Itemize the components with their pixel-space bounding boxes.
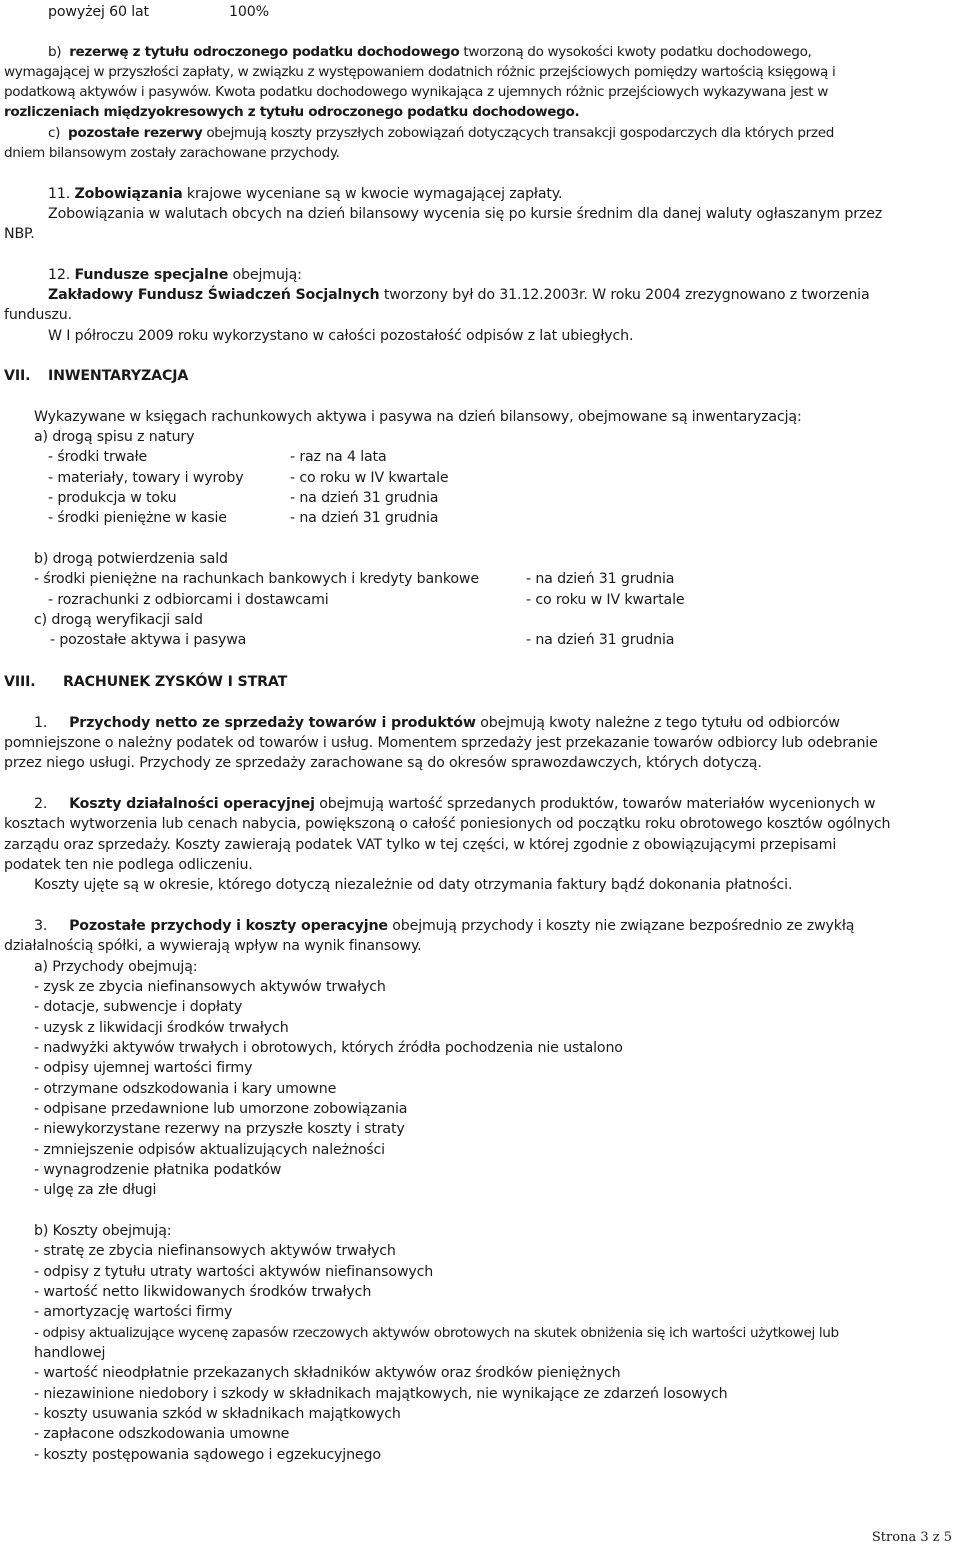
income-item: - dotacje, subwencje i dopłaty <box>34 999 243 1015</box>
income-item: - zmniejszenie odpisów aktualizujących należności <box>34 1142 385 1158</box>
section7-a-title: a) drogą spisu z natury <box>34 429 195 445</box>
income-item: - nadwyżki aktywów trwałych i obrotowych, których źródła pochodzenia nie ustalono <box>34 1040 623 1056</box>
costs-item: - amortyzację wartości firmy <box>34 1304 233 1320</box>
revenue-text: obejmują kwoty należne z tego tytułu od odbiorców <box>475 715 840 731</box>
item12-line2 <box>48 286 870 305</box>
opcosts-line1 <box>34 795 875 814</box>
section7-number: VII. <box>4 368 31 384</box>
reserve-c-title: pozostałe rezerwy <box>68 125 203 141</box>
item12-fund-name: Zakładowy Fundusz Świadczeń Socjalnych <box>48 287 380 303</box>
costs-item: - koszty postępowania sądowego i egzekucyjnego <box>34 1447 381 1463</box>
costs-item: - zapłacone odszkodowania umowne <box>34 1426 290 1442</box>
opcosts-line5: Koszty ujęte są w okresie, którego dotyczą niezależnie od daty otrzymania faktury bądź dokonania płatności. <box>34 877 793 893</box>
inventory-a-right: - na dzień 31 grudnia <box>290 490 439 506</box>
income-item: - zysk ze zbycia niefinansowych aktywów trwałych <box>34 979 386 995</box>
reserve-c-line1 <box>48 124 834 143</box>
inventory-a-right: - co roku w IV kwartale <box>290 470 449 486</box>
section7-title: INWENTARYZACJA <box>48 368 189 384</box>
costs-item: - odpisy aktualizujące wycenę zapasów rzeczowych aktywów obrotowych na skutek obniżenia się ich wartości użytkowej lub <box>34 1325 839 1341</box>
inventory-b-right: - co roku w IV kwartale <box>526 592 685 608</box>
item12-line1 <box>48 266 302 285</box>
item12-line4: W I półroczu 2009 roku wykorzystano w całości pozostałość odpisów z lat ubiegłych. <box>48 328 634 344</box>
item12-title: Fundusze specjalne <box>74 267 229 283</box>
opcosts-title: Koszty działalności operacyjnej <box>69 796 315 812</box>
reserve-c-text: obejmują koszty przyszłych zobowiązań dotyczących transakcji gospodarczych dla których przed <box>202 125 835 141</box>
age-group-label: powyżej 60 lat <box>48 4 149 20</box>
opcosts-line3: zarządu oraz sprzedaży. Koszty zawierają podatek VAT tylko w tej części, w której zgodnie z obowiązującymi przepisami <box>4 837 837 853</box>
income-title: a) Przychody obejmują: <box>34 959 198 975</box>
other-text: obejmują przychody i koszty nie związane bezpośrednio ze zwykłą <box>387 918 855 934</box>
reserve-c-line2: dniem bilansowym zostały zarachowane przychody. <box>4 145 340 161</box>
income-item: - ulgę za złe długi <box>34 1182 157 1198</box>
opcosts-text: obejmują wartość sprzedanych produktów, towarów materiałów wycenionych w <box>314 796 876 812</box>
item11-line3: NBP. <box>4 226 35 242</box>
item12-fund-text: tworzony był do 31.12.2003r. W roku 2004 zrezygnowano z tworzenia <box>379 287 870 303</box>
reserve-c-prefix: c) <box>48 125 61 141</box>
revenue-line2: pomniejszone o należny podatek od towarów i usług. Momentem sprzedaży jest przekazanie towarów odbiorcy lub odebranie <box>4 735 878 751</box>
age-group-value: 100% <box>229 4 269 20</box>
costs-item: - stratę ze zbycia niefinansowych aktywów trwałych <box>34 1243 396 1259</box>
reserve-b-line4: rozliczeniach międzyokresowych z tytułu odroczonego podatku dochodowego. <box>4 104 580 120</box>
reserve-b-text: tworzoną do wysokości kwoty podatku dochodowego, <box>459 44 812 60</box>
reserve-b-prefix: b) <box>48 44 62 60</box>
costs-item: - koszty usuwania szkód w składnikach majątkowych <box>34 1406 401 1422</box>
other-title: Pozostałe przychody i koszty operacyjne <box>69 918 388 934</box>
income-item: - uzysk z likwidacji środków trwałych <box>34 1020 289 1036</box>
costs-item: - niezawinione niedobory i szkody w składnikach majątkowych, nie wynikające ze zdarzeń losowych <box>34 1386 728 1402</box>
item12-number: 12. <box>48 267 71 283</box>
section7-intro: Wykazywane w księgach rachunkowych aktywa i pasywa na dzień bilansowy, obejmowane są inwentaryzacją: <box>34 409 802 425</box>
inventory-a-right: - na dzień 31 grudnia <box>290 510 439 526</box>
opcosts-number: 2. <box>34 796 48 812</box>
inventory-b-right: - na dzień 31 grudnia <box>526 571 675 587</box>
inventory-c-left: - pozostałe aktywa i pasywa <box>50 632 247 648</box>
reserve-b-line2: wymagającej w przyszłości zapłaty, w związku z występowaniem dodatnich różnic przejściowych pomiędzy wartością księgową i <box>4 64 836 80</box>
item12-line3: funduszu. <box>4 307 72 323</box>
costs-item: handlowej <box>34 1345 106 1361</box>
costs-title: b) Koszty obejmują: <box>34 1223 172 1239</box>
inventory-a-left: - środki trwałe <box>48 449 148 465</box>
inventory-a-left: - materiały, towary i wyroby <box>48 470 244 486</box>
inventory-b-left: - środki pieniężne na rachunkach bankowych i kredyty bankowe <box>34 571 479 587</box>
item11-title: Zobowiązania <box>74 186 183 202</box>
item11-line2: Zobowiązania w walutach obcych na dzień bilansowy wycenia się po kursie średnim dla danej waluty ogłaszanym przez <box>48 206 883 222</box>
section7-b-title: b) drogą potwierdzenia sald <box>34 551 228 567</box>
opcosts-line4: podatek ten nie podlega odliczeniu. <box>4 857 253 873</box>
other-line2: działalnością spółki, a wywierają wpływ na wynik finansowy. <box>4 938 422 954</box>
income-item: - wynagrodzenie płatnika podatków <box>34 1162 282 1178</box>
other-line1 <box>34 917 854 936</box>
costs-item: - wartość netto likwidowanych środków trwałych <box>34 1284 372 1300</box>
item11-line1 <box>48 185 562 204</box>
inventory-a-left: - środki pieniężne w kasie <box>48 510 227 526</box>
section8-number: VIII. <box>4 674 36 690</box>
income-item: - otrzymane odszkodowania i kary umowne <box>34 1081 337 1097</box>
item12-text: obejmują: <box>228 267 302 283</box>
income-item: - odpisane przedawnione lub umorzone zobowiązania <box>34 1101 408 1117</box>
revenue-line1 <box>34 714 840 733</box>
item11-text: krajowe wyceniane są w kwocie wymagającej zapłaty. <box>182 186 563 202</box>
costs-item: - wartość nieodpłatnie przekazanych składników aktywów oraz środków pieniężnych <box>34 1365 621 1381</box>
other-number: 3. <box>34 918 48 934</box>
revenue-number: 1. <box>34 715 48 731</box>
revenue-title: Przychody netto ze sprzedaży towarów i produktów <box>69 715 476 731</box>
income-item: - niewykorzystane rezerwy na przyszłe koszty i straty <box>34 1121 405 1137</box>
page-number: Strona 3 z 5 <box>871 1530 952 1545</box>
inventory-a-right: - raz na 4 lata <box>290 449 387 465</box>
reserve-b-line1 <box>48 43 812 62</box>
costs-item: - odpisy z tytułu utraty wartości aktywów niefinansowych <box>34 1264 434 1280</box>
income-item: - odpisy ujemnej wartości firmy <box>34 1060 253 1076</box>
inventory-a-left: - produkcja w toku <box>48 490 177 506</box>
inventory-c-right: - na dzień 31 grudnia <box>526 632 675 648</box>
item11-number: 11. <box>48 186 71 202</box>
inventory-b-left: - rozrachunki z odbiorcami i dostawcami <box>48 592 329 608</box>
section7-c-title: c) drogą weryfikacji sald <box>34 612 203 628</box>
revenue-line3: przez niego usługi. Przychody ze sprzedaży zarachowane są do okresów sprawozdawczych, których dotyczą. <box>4 755 762 771</box>
section8-title: RACHUNEK ZYSKÓW I STRAT <box>63 674 288 690</box>
reserve-b-title: rezerwę z tytułu odroczonego podatku dochodowego <box>69 44 460 60</box>
opcosts-line2: kosztach wytworzenia lub cenach nabycia, powiększoną o całość poniesionych od początku roku obrotowego kosztów ogólnych <box>4 816 891 832</box>
reserve-b-line3: podatkową aktywów i pasywów. Kwota podatku dochodowego wynikająca z ujemnych różnic przejściowych wykazywana jest w <box>4 84 828 100</box>
